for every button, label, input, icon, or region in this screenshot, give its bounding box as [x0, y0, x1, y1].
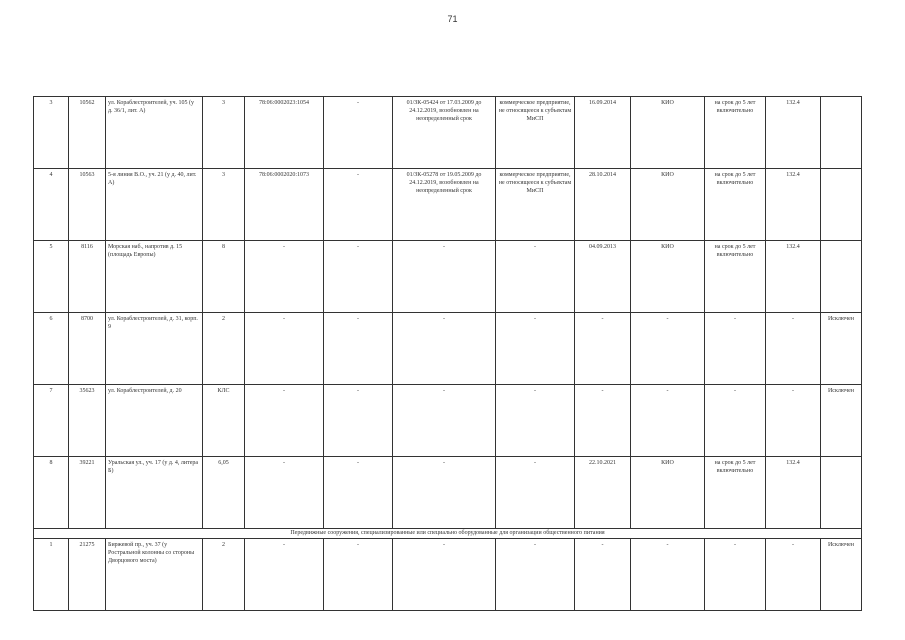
cell-note — [821, 457, 862, 529]
cell-row-number: 5 — [34, 241, 69, 313]
cell-address: ул. Кораблестроителей, д. 31, корп. 9 — [106, 313, 203, 385]
cell-code: - — [766, 539, 821, 611]
table-row — [34, 313, 862, 385]
cell-decision-date: - — [575, 385, 631, 457]
table-body — [34, 97, 862, 611]
table-row — [34, 97, 862, 169]
cell-object-id: 35623 — [69, 385, 106, 457]
cell-object-id: 8700 — [69, 313, 106, 385]
cell-decision-date: 22.10.2021 — [575, 457, 631, 529]
cell-lease-term: на срок до 5 лет включительно — [705, 457, 766, 529]
cell-extra-info: - — [324, 539, 393, 611]
cell-cadastral-number: 78:06:0002020:1073 — [245, 169, 324, 241]
cell-row-number: 8 — [34, 457, 69, 529]
cell-lease-term: - — [705, 539, 766, 611]
cell-code: - — [766, 385, 821, 457]
table-row — [34, 169, 862, 241]
cell-entity-type: - — [496, 539, 575, 611]
cell-contract-info: - — [393, 457, 496, 529]
objects-table — [33, 96, 862, 611]
cell-entity-type: - — [496, 241, 575, 313]
cell-contract-info: 01/ЗК-05424 от 17.03.2009 до 24.12.2019, возобновлен на неопределенный срок — [393, 97, 496, 169]
cell-address: Биржевой пр., уч. 37 (у Ростральной колонны со стороны Дворцового моста) — [106, 539, 203, 611]
cell-contract-info: - — [393, 241, 496, 313]
cell-lease-term: - — [705, 313, 766, 385]
cell-cadastral-number: 78:06:0002023:1054 — [245, 97, 324, 169]
cell-entity-type: - — [496, 385, 575, 457]
table-row — [34, 539, 862, 611]
cell-lease-term: на срок до 5 лет включительно — [705, 97, 766, 169]
cell-entity-type: коммерческое предприятие, не относящееся к субъектам МиСП — [496, 97, 575, 169]
cell-decision-date: 16.09.2014 — [575, 97, 631, 169]
cell-address: ул. Кораблестроителей, д. 20 — [106, 385, 203, 457]
cell-area-value: 8 — [203, 241, 245, 313]
cell-area-value: КЛС — [203, 385, 245, 457]
cell-row-number: 7 — [34, 385, 69, 457]
cell-area-value: 6,05 — [203, 457, 245, 529]
cell-note: Исключен — [821, 539, 862, 611]
cell-decision-date: - — [575, 539, 631, 611]
cell-code: 132.4 — [766, 97, 821, 169]
cell-address: ул. Кораблестроителей, уч. 105 (у д. 36/1, лит. А) — [106, 97, 203, 169]
cell-lease-term: - — [705, 385, 766, 457]
cell-contract-info: - — [393, 385, 496, 457]
cell-code: 132.4 — [766, 241, 821, 313]
cell-decision-date: 28.10.2014 — [575, 169, 631, 241]
cell-lease-term: на срок до 5 лет включительно — [705, 241, 766, 313]
cell-organization: КИО — [631, 457, 705, 529]
cell-extra-info: - — [324, 313, 393, 385]
cell-address: Морская наб., напротив д. 15 (площадь Европы) — [106, 241, 203, 313]
page-number: 71 — [447, 14, 458, 24]
cell-contract-info: 01/ЗК-05278 от 19.05.2009 до 24.12.2019, возобновлен на неопределенный срок — [393, 169, 496, 241]
cell-organization: - — [631, 385, 705, 457]
cell-organization: - — [631, 539, 705, 611]
table-row — [34, 385, 862, 457]
cell-cadastral-number: - — [245, 313, 324, 385]
table-row — [34, 241, 862, 313]
cell-decision-date: - — [575, 313, 631, 385]
cell-row-number: 6 — [34, 313, 69, 385]
cell-row-number: 3 — [34, 97, 69, 169]
cell-lease-term: на срок до 5 лет включительно — [705, 169, 766, 241]
cell-object-id: 8116 — [69, 241, 106, 313]
cell-area-value: 2 — [203, 539, 245, 611]
cell-note: Исключен — [821, 313, 862, 385]
cell-code: - — [766, 313, 821, 385]
cell-organization: КИО — [631, 169, 705, 241]
cell-object-id: 21275 — [69, 539, 106, 611]
cell-organization: - — [631, 313, 705, 385]
cell-object-id: 39221 — [69, 457, 106, 529]
section-title: Передвижные сооружения, специализированные или специально оборудованные для организации общественного питания — [34, 529, 862, 539]
cell-row-number: 4 — [34, 169, 69, 241]
cell-extra-info: - — [324, 457, 393, 529]
cell-note: Исключен — [821, 385, 862, 457]
table-row — [34, 457, 862, 529]
cell-object-id: 10563 — [69, 169, 106, 241]
cell-extra-info: - — [324, 169, 393, 241]
cell-object-id: 10562 — [69, 97, 106, 169]
section-header-row — [34, 529, 862, 539]
cell-extra-info: - — [324, 241, 393, 313]
cell-entity-type: коммерческое предприятие, не относящееся к субъектам МиСП — [496, 169, 575, 241]
cell-area-value: 3 — [203, 97, 245, 169]
cell-code: 132.4 — [766, 457, 821, 529]
cell-contract-info: - — [393, 313, 496, 385]
cell-cadastral-number: - — [245, 241, 324, 313]
cell-entity-type: - — [496, 313, 575, 385]
cell-note — [821, 97, 862, 169]
cell-address: 5-я линия В.О., уч. 21 (у д. 40, лит. А) — [106, 169, 203, 241]
cell-contract-info: - — [393, 539, 496, 611]
cell-note — [821, 241, 862, 313]
cell-decision-date: 04.09.2013 — [575, 241, 631, 313]
cell-extra-info: - — [324, 97, 393, 169]
cell-cadastral-number: - — [245, 539, 324, 611]
cell-row-number: 1 — [34, 539, 69, 611]
cell-note — [821, 169, 862, 241]
cell-entity-type: - — [496, 457, 575, 529]
cell-organization: КИО — [631, 97, 705, 169]
cell-organization: КИО — [631, 241, 705, 313]
cell-area-value: 2 — [203, 313, 245, 385]
cell-cadastral-number: - — [245, 457, 324, 529]
cell-address: Уральская ул., уч. 17 (у д. 4, литера Б) — [106, 457, 203, 529]
cell-area-value: 3 — [203, 169, 245, 241]
cell-cadastral-number: - — [245, 385, 324, 457]
cell-code: 132.4 — [766, 169, 821, 241]
cell-extra-info: - — [324, 385, 393, 457]
